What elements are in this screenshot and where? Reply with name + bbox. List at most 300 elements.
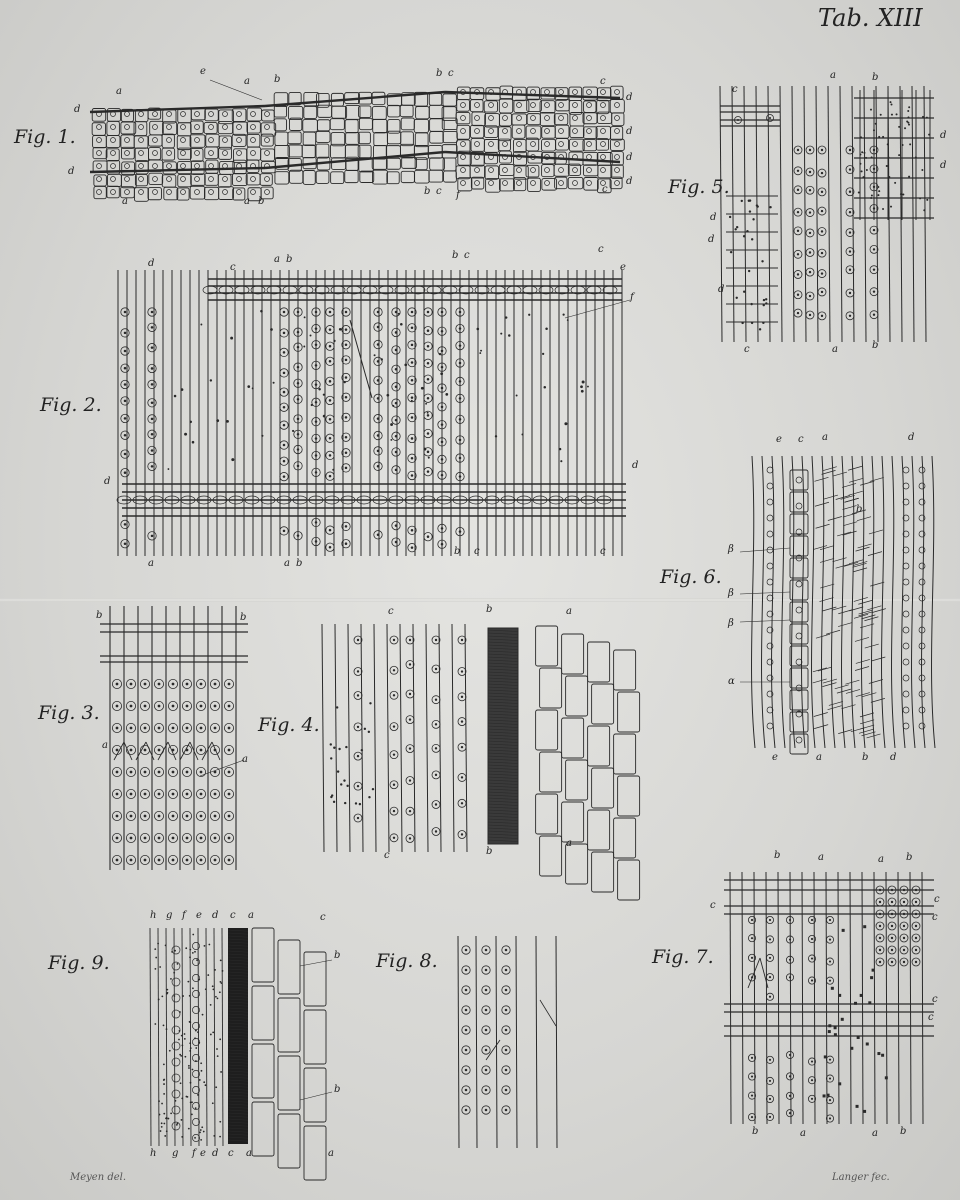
fig1-cell <box>330 144 345 158</box>
fig6-spiral-striation <box>856 659 870 663</box>
fig1-cell <box>288 145 302 157</box>
fig1-cell <box>358 132 370 143</box>
fig1-cell <box>583 113 597 124</box>
fig1-cell-pit <box>601 129 606 134</box>
fig3-bordered-pit-pore <box>172 859 175 862</box>
fig1-cell-pit <box>615 181 620 186</box>
fig9-parenchyma-cell <box>304 1010 326 1064</box>
fig7-letter: b <box>752 1126 759 1137</box>
fig2-bordered-pit-pore <box>315 471 318 474</box>
pit-dot <box>200 1062 202 1064</box>
pit-dot <box>180 1055 182 1057</box>
fig2-bordered-pit-pore <box>297 346 300 349</box>
fig7-fiber <box>886 872 887 1124</box>
fig2-bordered-pit-pore <box>124 311 127 314</box>
fig2-bordered-pit-pore <box>297 382 300 385</box>
fig1-cell-pit <box>209 177 214 182</box>
fig1-cell <box>388 105 400 117</box>
fig1-cell <box>206 160 218 173</box>
fig5-bordered-pit-pore <box>797 189 799 191</box>
fig6-pit <box>767 579 773 585</box>
fig6-fiber <box>812 456 815 748</box>
fig1-cell <box>584 165 598 176</box>
fig7-fiber <box>754 872 755 1124</box>
pit-dot <box>887 143 889 145</box>
fig1-cell <box>415 170 430 183</box>
fig4-bordered-pit-pore <box>435 774 437 776</box>
fig2-bordered-pit-pore <box>329 454 332 457</box>
fig1-cell-pit <box>587 103 592 108</box>
fig2-bordered-pit-pore <box>345 452 348 455</box>
fig6-fiber <box>932 456 935 748</box>
pit-dot <box>219 991 221 993</box>
fig1-cell <box>556 139 569 151</box>
fig4-parenchyma-cell <box>614 650 636 690</box>
pit-dot <box>923 209 925 211</box>
fig1-cell-pit <box>237 151 242 156</box>
fig4-parenchyma-cell <box>562 718 584 758</box>
fig6-pit <box>919 547 925 553</box>
fig2-bordered-pit-pore <box>315 364 318 367</box>
fig1-cell <box>204 122 217 133</box>
pit-dot <box>580 385 583 388</box>
fig6-pit <box>767 675 773 681</box>
fig2-bordered-pit-pore <box>329 360 332 363</box>
fig7-bordered-pit-pore <box>769 1080 771 1082</box>
fig7-ray-pit-pore <box>915 937 917 939</box>
fig1-cell-pit <box>251 138 256 143</box>
fig9-bordered-pit <box>172 1106 180 1114</box>
pit-dot <box>528 314 530 316</box>
fig1-cell-pit <box>237 190 242 195</box>
fig2-bordered-pit-pore <box>345 436 348 439</box>
fig8-bordered-pit-pore <box>505 969 508 972</box>
fig7-ray-pit-pore <box>903 913 905 915</box>
fig6-spiral-striation <box>860 713 874 717</box>
fig4-bordered-pit-pore <box>357 785 359 787</box>
fig4-bordered-pit-pore <box>409 693 411 695</box>
fig6-spiral-striation <box>826 630 840 634</box>
pit-dot <box>215 996 217 998</box>
fig5-fiber <box>840 86 842 342</box>
pit-dot <box>400 323 403 326</box>
pit-dot <box>480 350 482 352</box>
fig1-cell-pit <box>503 142 508 147</box>
pit-dot <box>749 210 751 212</box>
fig1-cell-pit <box>181 190 186 195</box>
fig9-bordered-pit <box>172 1074 180 1082</box>
fig1-cell-pit <box>601 116 606 121</box>
pit-dot <box>875 123 877 125</box>
fig9-parenchyma-cell <box>278 998 300 1052</box>
fig3-bordered-pit-pore <box>200 771 203 774</box>
fig2-bordered-pit-pore <box>315 454 318 457</box>
fig1-cell-pit <box>181 177 186 182</box>
fig9-parenchyma-cell <box>304 1126 326 1180</box>
fig6-ray-pit <box>796 737 802 743</box>
pit-dot <box>199 1079 201 1081</box>
fig2-bordered-pit-pore <box>345 343 348 346</box>
fig8-bordered-pit-pore <box>485 1009 488 1012</box>
fig8-bordered-pit-pore <box>485 1049 488 1052</box>
fig5-fiber <box>816 86 818 342</box>
pit-dot <box>902 194 904 196</box>
fig7-bordered-pit-pore <box>769 938 771 940</box>
pit-dot <box>184 433 187 436</box>
fig4-parenchyma-cell <box>540 668 562 708</box>
fig7-fiber <box>814 872 815 1124</box>
fig9-bordered-pit <box>172 946 180 954</box>
fig2-bordered-pit-pore <box>283 530 286 533</box>
fig5-bordered-pit-pore <box>809 171 811 173</box>
pit-dot <box>521 434 523 436</box>
fig6-pit <box>767 563 773 569</box>
fig6-fiber <box>912 456 915 748</box>
fig1-cell-pit <box>475 142 480 147</box>
fig7-fiber <box>910 872 911 1124</box>
fig7-pit-mark <box>850 1047 853 1050</box>
fig4-letter: c <box>384 850 390 861</box>
fig1-cell-pit <box>475 155 480 160</box>
fig6-pit <box>903 579 909 585</box>
fig7-ray-pit-pore <box>879 913 881 915</box>
fig4-fiber <box>439 624 441 852</box>
fig2-bordered-pit-pore <box>377 360 380 363</box>
fig8-bordered-pit-pore <box>465 1089 468 1092</box>
pit-dot <box>202 1014 204 1016</box>
fig2-letter: c <box>464 250 470 261</box>
pit-dot <box>189 1042 191 1044</box>
fig3-bordered-pit-pore <box>214 793 217 796</box>
fig1-cell-pit <box>587 90 592 95</box>
fig2-letter: a <box>284 558 290 569</box>
fig7-bordered-pit-pore <box>751 1057 753 1059</box>
fig7-ray-pit-pore <box>879 949 881 951</box>
fig3-bordered-pit-pore <box>130 837 133 840</box>
fig6-pit <box>767 531 773 537</box>
fig5-bordered-pit-pore <box>821 210 823 212</box>
fig1-cell <box>526 138 538 151</box>
fig3-bordered-pit-pore <box>186 793 189 796</box>
fig1-cell <box>373 119 387 133</box>
fig2-letter: d <box>104 476 111 487</box>
pit-dot <box>197 1031 199 1033</box>
fig6-letter: b <box>856 504 863 515</box>
fig2-bordered-pit-pore <box>427 414 430 417</box>
pit-dot <box>154 1023 156 1025</box>
fig9-parenchyma-cell <box>252 1044 274 1098</box>
pit-dot <box>859 163 861 165</box>
fig1-cell-pit <box>237 112 242 117</box>
pit-dot <box>170 978 172 980</box>
fig2-bordered-pit-pore <box>315 311 318 314</box>
fig1-cell-pit <box>503 168 508 173</box>
pit-dot <box>891 103 893 105</box>
fig3-bordered-pit-pore <box>228 683 231 686</box>
pit-dot <box>188 1067 190 1069</box>
fig6-letter: a <box>822 432 828 443</box>
fig9-pointer <box>300 960 332 966</box>
fig1-cell-pit <box>97 164 102 169</box>
fig2-letter: a <box>274 254 280 265</box>
fig6-spiral-striation <box>843 531 857 535</box>
fig7-pit-mark <box>854 1002 857 1005</box>
pit-dot <box>231 458 234 461</box>
fig6-pit <box>767 483 773 489</box>
fig2-bordered-pit-pore <box>151 311 154 314</box>
pit-dot <box>197 1094 199 1096</box>
fig3-bordered-pit-pore <box>158 683 161 686</box>
fig3-bordered-pit-pore <box>144 771 147 774</box>
fig6-pit <box>919 579 925 585</box>
fig7-ray-pit-pore <box>891 889 893 891</box>
pit-dot <box>161 1122 163 1124</box>
fig9-letter: b <box>334 950 341 961</box>
fig9-parenchyma-cell <box>252 1102 274 1156</box>
fig1-cell <box>260 174 272 186</box>
fig6-spiral-striation <box>814 477 828 481</box>
fig7-bordered-pit-pore <box>769 1059 771 1061</box>
fig3-bordered-pit-pore <box>214 815 217 818</box>
fig9-bordered-pit <box>172 978 180 986</box>
fig3-bordered-pit-pore <box>158 793 161 796</box>
fig2-bordered-pit-pore <box>315 420 318 423</box>
pit-dot <box>188 1128 190 1130</box>
fig6-pit <box>767 515 773 521</box>
fig8-bordered-pit-pore <box>485 969 488 972</box>
fig2-letter: e <box>620 262 626 273</box>
fig1-cell <box>191 174 205 186</box>
pit-dot <box>252 387 254 389</box>
fig1-cell-pit <box>615 168 620 173</box>
fig1-cell <box>206 134 219 147</box>
fig7-bordered-pit-pore <box>811 957 813 959</box>
fig7-bordered-pit-pore <box>789 1075 791 1077</box>
fig1-cell-pit <box>139 177 144 182</box>
pit-dot <box>205 1084 207 1086</box>
pit-dot <box>902 144 904 146</box>
fig1-cell <box>542 126 556 138</box>
fig2-bordered-pit-pore <box>377 434 380 437</box>
pit-dot <box>189 1021 191 1023</box>
fig9-parenchyma-cell <box>252 986 274 1040</box>
fig2-bordered-pit-pore <box>377 450 380 453</box>
fig1-cell <box>414 146 428 160</box>
fig1-cell-pit <box>545 103 550 108</box>
fig3-bordered-pit-pore <box>172 837 175 840</box>
fig1-cell-pit <box>545 116 550 121</box>
fig3-bordered-pit-pore <box>144 727 147 730</box>
fig2-bordered-pit-pore <box>411 311 414 314</box>
fig4-fiber <box>387 624 389 852</box>
fig3-bordered-pit-pore <box>130 749 133 752</box>
pit-dot <box>878 190 880 192</box>
fig7-letter: a <box>818 852 824 863</box>
fig6-letter: β <box>728 618 734 629</box>
fig2-bordered-pit-pore <box>411 529 414 532</box>
fig9-letter: h <box>150 1148 157 1159</box>
fig2-bordered-pit-pore <box>427 535 430 538</box>
fig1-cell-pit <box>531 90 536 95</box>
fig8-bordered-pit-pore <box>485 949 488 952</box>
pit-dot <box>170 1112 172 1114</box>
fig6-spiral-striation <box>845 498 859 502</box>
fig1-cell <box>121 147 134 159</box>
pit-dot <box>880 114 882 116</box>
fig1-cell-pit <box>475 168 480 173</box>
fig1-cell <box>568 164 580 175</box>
fig2-bordered-pit-pore <box>345 525 348 528</box>
fig2-bordered-pit-pore <box>283 351 286 354</box>
fig2-bordered-pit-pore <box>441 330 444 333</box>
pit-dot <box>157 943 159 945</box>
fig1-cell <box>430 132 444 144</box>
fig2-bordered-pit-pore <box>315 327 318 330</box>
fig8-fiber <box>516 936 517 1148</box>
pit-dot <box>184 1033 186 1035</box>
fig2-bordered-pit-pore <box>151 346 154 349</box>
fig1-cell <box>457 100 470 112</box>
fig1-cell <box>373 170 388 184</box>
fig1-cell <box>275 145 290 158</box>
fig1-cell-pit <box>517 142 522 147</box>
fig2-bordered-pit-pore <box>459 344 462 347</box>
fig1-cell <box>332 158 346 170</box>
pit-dot <box>196 959 198 961</box>
pit-dot <box>567 319 569 321</box>
fig1-cell-pit <box>461 181 466 186</box>
fig7-fiber <box>778 872 779 1124</box>
fig4-label: Fig. 4. <box>258 714 320 736</box>
pit-dot <box>746 230 748 232</box>
fig6-spiral-striation <box>862 693 876 697</box>
fig2-bordered-pit-pore <box>427 378 430 381</box>
fig1-cell <box>470 165 484 178</box>
fig7-bordered-pit-pore <box>789 1095 791 1097</box>
fig4-bordered-pit-pore <box>461 696 463 698</box>
fig7-bordered-pit-pore <box>751 937 753 939</box>
fig1-cell-pit <box>587 116 592 121</box>
fig1-letter: d <box>626 152 633 163</box>
pit-dot <box>751 322 753 324</box>
fig4-bordered-pit-pore <box>357 694 359 696</box>
fig1-cell-pit <box>531 103 536 108</box>
fig4-parenchyma-cell <box>618 860 640 900</box>
fig4-bordered-pit-pore <box>435 803 437 805</box>
fig1-cell-pit <box>559 103 564 108</box>
pit-dot <box>542 353 544 355</box>
fig6-fiber <box>822 456 825 748</box>
fig8-bordered-pit-pore <box>465 1109 468 1112</box>
fig6-spiral-striation <box>833 472 847 476</box>
pit-dot <box>203 1131 205 1133</box>
pit-dot <box>212 988 214 990</box>
fig1-cell-pit <box>489 142 494 147</box>
pit-dot <box>479 352 481 354</box>
fig2-bordered-pit-pore <box>329 546 332 549</box>
pit-dot <box>189 1050 191 1052</box>
pit-dot <box>545 328 548 331</box>
pit-dot <box>374 354 376 356</box>
fig5-bordered-pit-pore <box>873 313 875 315</box>
pit-dot <box>216 419 219 422</box>
fig3-bordered-pit-pore <box>116 683 119 686</box>
fig5-bordered-pit-pore <box>797 211 799 213</box>
fig1-cell-pit <box>587 168 592 173</box>
fig3-bordered-pit-pore <box>172 683 175 686</box>
fig2-bordered-pit-pore <box>427 345 430 348</box>
fig1-cell <box>401 118 414 130</box>
fig7-bordered-pit-pore <box>829 939 831 941</box>
fig1-cell-pit <box>475 116 480 121</box>
fig2-letter: c <box>474 546 480 557</box>
fig1-cell <box>288 106 302 119</box>
pit-dot <box>204 945 206 947</box>
fig7-bordered-pit-pore <box>811 1079 813 1081</box>
pit-dot <box>205 988 207 990</box>
fig1-cell-pit <box>573 181 578 186</box>
fig2-bordered-pit-pore <box>459 475 462 478</box>
fig6-spiral-striation <box>828 517 842 521</box>
fig2-bordered-pit-pore <box>151 383 154 386</box>
fig7-fiber <box>742 872 743 1124</box>
fig8-bordered-pit-pore <box>505 1049 508 1052</box>
fig7-ray-pit-pore <box>891 949 893 951</box>
fig1-cell-pit <box>195 112 200 117</box>
fig1-cell-pit <box>139 164 144 169</box>
fig7-ray-pit-pore <box>915 925 917 927</box>
fig1-cell <box>471 138 484 151</box>
fig2-bordered-pit-pore <box>395 402 398 405</box>
pit-dot <box>159 966 161 968</box>
pit-dot <box>563 314 565 316</box>
fig2-bordered-pit-pore <box>427 311 430 314</box>
fig5-bordered-pit-pore <box>821 315 823 317</box>
pit-dot <box>165 1117 167 1119</box>
fig2-bordered-pit-pore <box>459 362 462 365</box>
fig7-bordered-pit-pore <box>789 976 791 978</box>
pit-dot <box>734 228 736 230</box>
fig8-label: Fig. 8. <box>376 950 438 972</box>
fig5-bordered-pit-pore <box>849 292 851 294</box>
fig2-bordered-pit-pore <box>427 470 430 473</box>
pit-dot <box>181 1136 183 1138</box>
pit-dot <box>201 1126 203 1128</box>
fig5-bordered-pit-pore <box>849 269 851 271</box>
fig3-letter: b <box>96 610 103 621</box>
fig1-cell <box>303 132 316 145</box>
fig5-fiber <box>864 86 866 342</box>
fig6-pit <box>767 659 773 665</box>
fig3-bordered-pit-pore <box>130 705 133 708</box>
fig7-pit-mark <box>863 1110 866 1113</box>
fig1-cell-pit <box>489 129 494 134</box>
pit-dot <box>878 136 880 138</box>
fig6-letter: d <box>890 752 897 763</box>
fig1-cell-pit <box>559 181 564 186</box>
fig2-bordered-pit-pore <box>315 343 318 346</box>
fig2-bordered-pit-pore <box>377 326 380 329</box>
fig4-bordered-pit-pore <box>461 720 463 722</box>
pit-dot <box>898 126 900 128</box>
fig1-cell-pit <box>139 138 144 143</box>
fig4-bordered-pit-pore <box>409 747 411 749</box>
pit-dot <box>544 386 547 389</box>
fig9-bordered-pit <box>172 1122 180 1130</box>
fig1-cell <box>472 112 486 126</box>
pit-dot <box>210 379 212 381</box>
fig8-fiber <box>458 936 459 1148</box>
